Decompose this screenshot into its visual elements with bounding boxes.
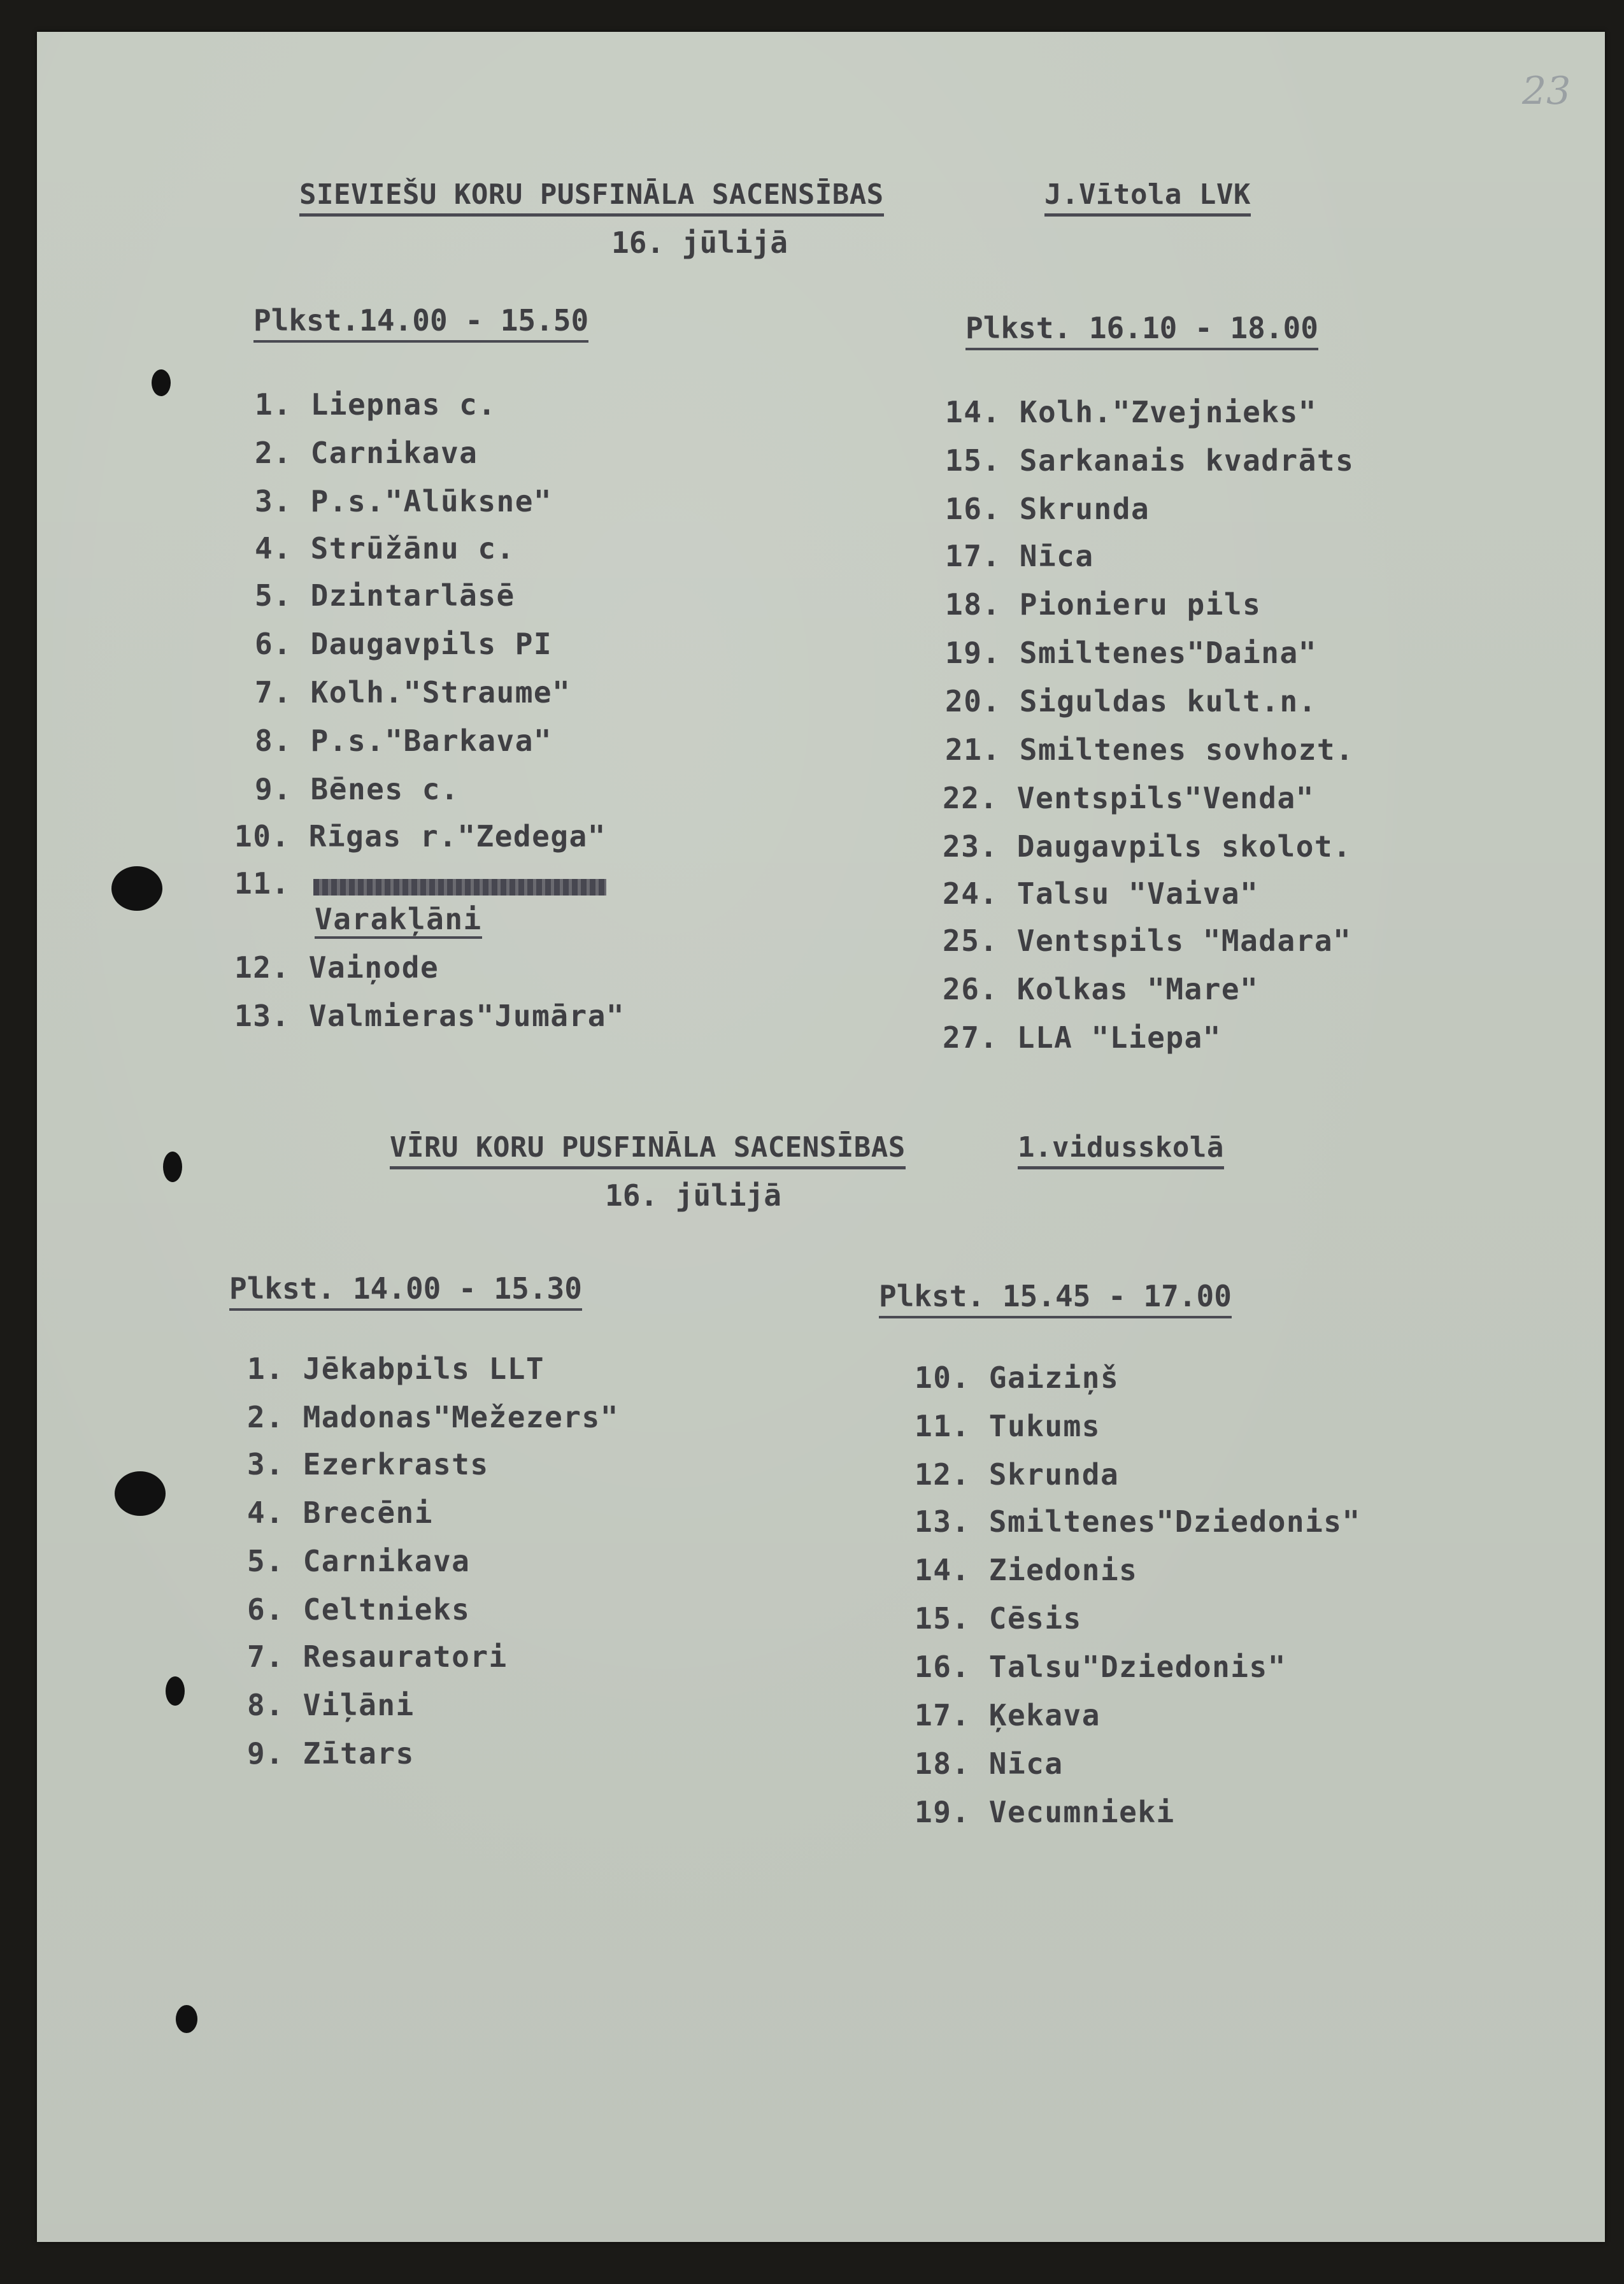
list-item: 11. — [234, 866, 290, 901]
list-item: 5. Carnikava — [247, 1544, 471, 1578]
list-item: 19. Vecumnieki — [915, 1795, 1175, 1829]
men-date: 16. jūlijā — [605, 1178, 781, 1213]
list-item: 7. Resauratori — [247, 1639, 508, 1674]
list-item: 17. Nīca — [945, 539, 1094, 573]
men-left-time: Plkst. 14.00 - 15.30 — [229, 1271, 582, 1311]
list-item: 20. Siguldas kult.n. — [945, 684, 1317, 718]
punch-hole — [115, 1471, 166, 1516]
list-item: 8. P.s."Barkava" — [255, 724, 553, 758]
list-item: 4. Brecēni — [247, 1495, 433, 1530]
list-item: 3. P.s."Alūksne" — [255, 484, 553, 518]
list-item: 16. Skrunda — [945, 492, 1150, 526]
list-item: 14. Kolh."Zvejnieks" — [945, 395, 1317, 429]
list-item: 10. Rīgas r."Zedega" — [234, 819, 606, 853]
men-section-title: VĪRU KORU PUSFINĀLA SACENSĪBAS — [390, 1131, 906, 1169]
list-item: 14. Ziedonis — [915, 1553, 1138, 1587]
list-item: 18. Nīca — [915, 1746, 1064, 1781]
women-venue: J.Vītola LVK — [1044, 178, 1251, 217]
list-item: 23. Daugavpils skolot. — [943, 829, 1352, 864]
list-item: 9. Bēnes c. — [255, 772, 460, 806]
list-item: 27. LLA "Liepa" — [943, 1020, 1222, 1055]
list-item: 12. Vaiņode — [234, 950, 439, 985]
list-item: 21. Smiltenes sovhozt. — [945, 732, 1355, 767]
page-number: 23 — [1522, 69, 1571, 113]
punch-hole — [111, 866, 162, 911]
list-item: 15. Cēsis — [915, 1601, 1082, 1636]
women-left-time: Plkst.14.00 - 15.50 — [253, 303, 588, 343]
list-item: 19. Smiltenes"Daina" — [945, 636, 1317, 670]
men-right-time: Plkst. 15.45 - 17.00 — [879, 1279, 1232, 1318]
list-item: 13. Smiltenes"Dziedonis" — [915, 1504, 1361, 1539]
list-item-correction: Varakļāni — [315, 902, 482, 939]
struck-out-text — [313, 879, 606, 896]
list-item: 26. Kolkas "Mare" — [943, 972, 1259, 1006]
list-item: 17. Ķekava — [915, 1698, 1100, 1732]
list-item: 11. Tukums — [915, 1409, 1100, 1443]
punch-hole — [152, 369, 171, 396]
list-item: 1. Liepnas c. — [255, 387, 497, 422]
list-item: 8. Viļāni — [247, 1688, 415, 1722]
list-item: 25. Ventspils "Madara" — [943, 924, 1352, 958]
list-item: 7. Kolh."Straume" — [255, 675, 571, 710]
punch-hole — [176, 2005, 197, 2033]
list-item: 10. Gaiziņš — [915, 1360, 1120, 1395]
list-item: 9. Zītars — [247, 1736, 415, 1771]
list-item: 6. Celtnieks — [247, 1592, 471, 1627]
list-item: 5. Dzintarlāsē — [255, 578, 515, 613]
list-item: 4. Strūžānu c. — [255, 531, 515, 566]
list-item: 24. Talsu "Vaiva" — [943, 876, 1259, 911]
list-item: 18. Pionieru pils — [945, 587, 1262, 622]
list-item: 2. Carnikava — [255, 436, 478, 470]
list-item: 6. Daugavpils PI — [255, 627, 553, 661]
punch-hole — [166, 1676, 185, 1706]
women-right-time: Plkst. 16.10 - 18.00 — [965, 311, 1318, 350]
list-item: 15. Sarkanais kvadrāts — [945, 443, 1355, 478]
list-item: 12. Skrunda — [915, 1457, 1120, 1492]
list-item: 2. Madonas"Mežezers" — [247, 1400, 619, 1434]
women-date: 16. jūlijā — [611, 225, 788, 260]
punch-hole — [163, 1152, 182, 1182]
men-venue: 1.vidusskolā — [1018, 1131, 1224, 1169]
women-section-title: SIEVIEŠU KORU PUSFINĀLA SACENSĪBAS — [299, 178, 884, 217]
list-item: 3. Ezerkrasts — [247, 1447, 489, 1481]
list-item: 22. Ventspils"Venda" — [943, 781, 1314, 815]
list-item: 13. Valmieras"Jumāra" — [234, 999, 625, 1033]
list-item: 16. Talsu"Dziedonis" — [915, 1650, 1286, 1684]
list-item: 1. Jēkabpils LLT — [247, 1352, 545, 1386]
